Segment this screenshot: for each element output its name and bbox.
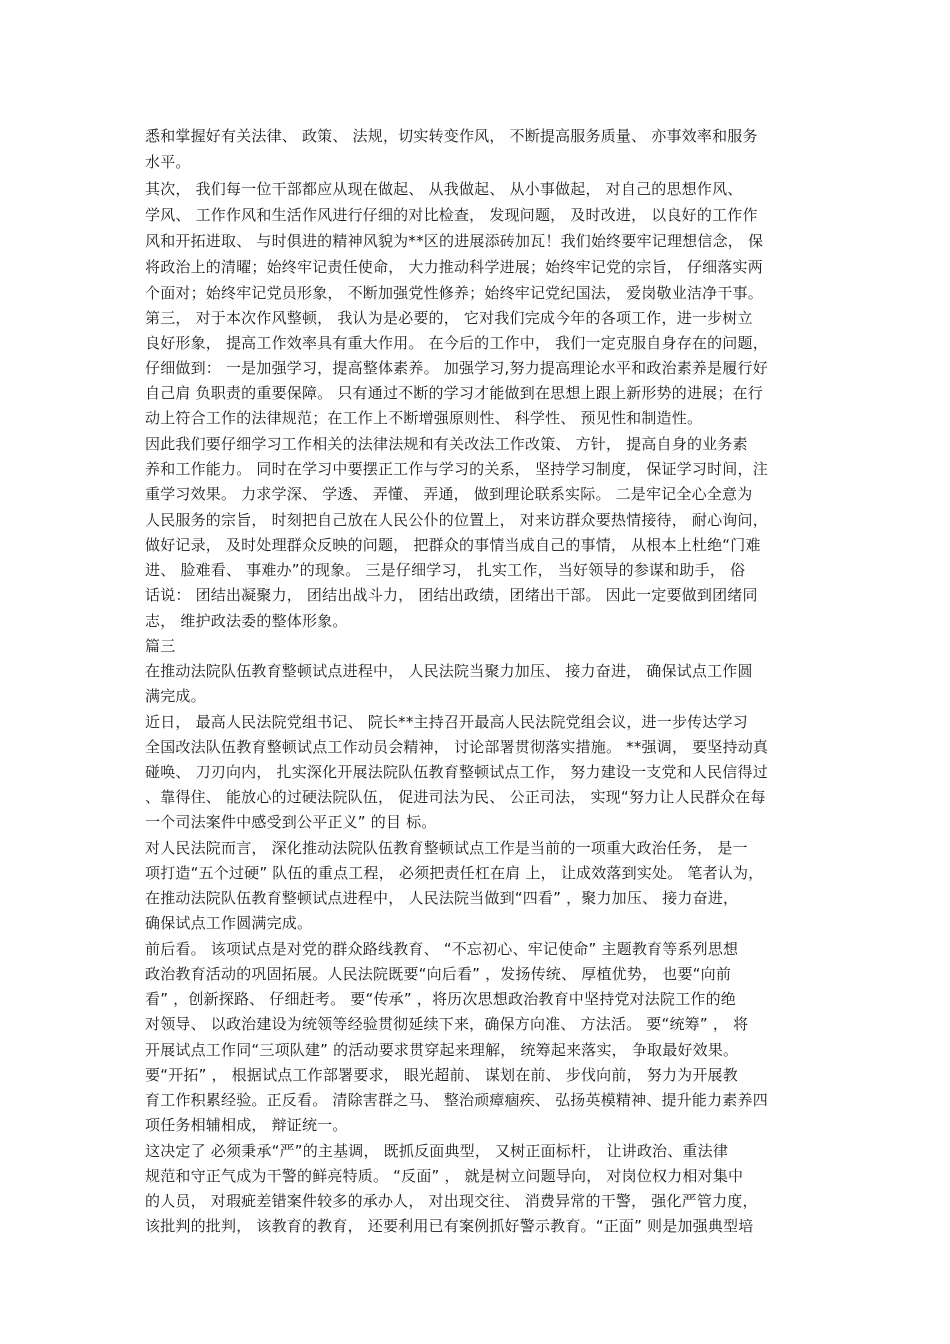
text-line: 志， 维护政法委的整体形象。 — [145, 612, 348, 630]
text-line: 政治教育活动的巩固拓展。人民法院既要“向后看” ，发扬传统、 厚植优势， 也要“向前 — [145, 965, 732, 983]
text-line: 开展试点工作同“三项队建” 的活动要求贯穿起来理解， 统筹起来落实， 争取最好效果。 — [145, 1041, 739, 1059]
text-line: 将政治上的清曜；始终牢记责任使命， 大力推动科学进展；始终牢记党的宗旨， 仔细落实两 — [145, 258, 763, 276]
text-line: 项打造“五个过硬” 队伍的重点工程， 必须把责任杠在肩 上， 让成效落到实处。 笔者认为， — [145, 864, 764, 882]
text-line: 重学习效果。 力求学深、 学透、 弄懂、 弄通， 做到理论联系实际。 二是牢记全心全意为 — [145, 485, 753, 503]
text-line: 动上符合工作的法律规范；在工作上不断增强原则性、 科学性、 预见性和制造性。 — [145, 409, 703, 427]
text-line: 水平。 — [145, 153, 191, 171]
text-line: 育工作积累经验。正反看。 清除害群之马、 整治顽瘴痼疾、 弘扬英模精神、提升能力素养四 — [145, 1091, 768, 1109]
text-line: 悉和掌握好有关法律、 政策、 法规，切实转变作风， 不断提高服务质量、 亦事效率和服务 — [145, 127, 758, 145]
text-line: 其次， 我们每一位干部都应从现在做起、 从我做起、 从小事做起， 对自己的思想作风、 — [145, 180, 743, 198]
text-line: 的人员， 对瑕疵差错案件较多的承办人， 对出现交往、 消费异常的干警， 强化严管力度， — [145, 1192, 758, 1210]
text-line: 规范和守正气成为干警的鲜亮特质。 “反面” ， 就是树立问题导向， 对岗位权力相对集中 — [145, 1167, 744, 1185]
text-line: 良好形象， 提高工作效率具有重大作用。 在今后的工作中， 我们一定克服自身存在的问题， — [145, 334, 768, 352]
text-line: 因此我们要仔细学习工作相关的法律法规和有关改法工作改策、 方针， 提高自身的业务素 — [145, 435, 748, 453]
text-line: 该批判的批判， 该教育的教育， 还要利用已有案例抓好警示教育。“正面” 则是加强典型培 — [145, 1217, 754, 1235]
text-line: 进、 脸难看、 事难办”的现象。 三是仔细学习， 扎实工作， 当好领导的参谋和助手， 俗 — [145, 561, 746, 579]
text-line: 人民服务的宗旨， 时刻把自己放在人民公仆的位置上， 对来访群众要热情接待， 耐心询问， — [145, 511, 768, 529]
text-line: 这决定了 必须秉承“严”的主基调， 既抓反面典型， 又树正面标杆， 让讲政治、重法律 — [145, 1142, 729, 1160]
text-line: 碰唤、 刀刃向内， 扎实深化开展法院队伍教育整顿试点工作， 努力建设一支党和人民信得过 — [145, 763, 768, 781]
text-line: 第三， 对于本次作风整顿， 我认为是必要的， 它对我们完成今年的各项工作，进一步树立 — [145, 309, 753, 327]
text-line: 项任务相辅相成， 辩证统一。 — [145, 1116, 348, 1134]
text-line: 、靠得住、 能放心的过硬法院队伍， 促进司法为民、 公正司法， 实现“努力让人民群众在每 — [145, 788, 766, 806]
text-line: 在推动法院队伍教育整顿试点进程中， 人民法院当做到“四看” ，聚力加压、 接力奋进， — [145, 889, 739, 907]
text-line: 对领导、 以政治建设为统领等经验贯彻延续下来，确保方向准、 方法活。 要“统筹” ， 将 — [145, 1015, 749, 1033]
text-line: 满完成。 — [145, 687, 206, 705]
text-line: 做好记录， 及时处理群众反映的问题， 把群众的事情当成自己的事情， 从根本上杜绝“门难 — [145, 536, 761, 554]
text-line: 个面对；始终牢记党员形象， 不断加强党性修养；始终牢记党纪国法， 爱岗敬业洁净干事。 — [145, 284, 763, 302]
text-line: 一个司法案件中感受到公平正义” 的目 标。 — [145, 813, 437, 831]
text-line: 要“开拓” ， 根据试点工作部署要求， 眼光超前、 谋划在前、 步伐向前， 努力为开展教 — [145, 1066, 738, 1084]
text-line: 全国改法队伍教育整顿试点工作动员会精神， 讨论部署贯彻落实措施。 **强调， 要坚持动真 — [145, 738, 769, 756]
text-line: 风和开拓进取、 与时俱进的精神风貌为**区的进展添砖加瓦！我们始终要牢记理想信念， 保 — [145, 232, 764, 250]
text-line: 看” ，创新探路、 仔细赶考。 要“传承” ，将历次思想政治教育中坚持党对法院工作的绝 — [145, 990, 736, 1008]
text-line: 仔细做到： 一是加强学习，提高整体素养。 加强学习,努力提高理论水平和政治素养是履行好 — [145, 359, 768, 377]
text-line: 对人民法院而言， 深化推动法院队伍教育整顿试点工作是当前的一项重大政治任务， 是一 — [145, 839, 748, 857]
text-line: 前后看。 该项试点是对党的群众路线教育、 “不忘初心、牢记使命” 主题教育等系列思想 — [145, 940, 739, 958]
text-line: 养和工作能力。 同时在学习中要摆正工作与学习的关系， 坚持学习制度， 保证学习时间，注 — [145, 460, 768, 478]
section-heading: 篇三 — [145, 637, 176, 655]
text-line: 自己肩 负职责的重要保障。 只有通过不断的学习才能做到在思想上跟上新形势的进展；在行 — [145, 384, 763, 402]
text-line: 学风、 工作作风和生活作风进行仔细的对比检查， 发现问题， 及时改进， 以良好的工作作 — [145, 206, 758, 224]
text-line: 确保试点工作圆满完成。 — [145, 914, 313, 932]
text-line: 在推动法院队伍教育整顿试点进程中， 人民法院当聚力加压、 接力奋进， 确保试点工作圆 — [145, 662, 753, 680]
text-line: 近日， 最高人民法院党组书记、 院长**主持召开最高人民法院党组会议，进一步传达学习 — [145, 713, 748, 731]
text-line: 话说： 团结出凝聚力， 团结出战斗力， 团结出政绩，团绪出干部。 因此一定要做到团绪同 — [145, 586, 758, 604]
